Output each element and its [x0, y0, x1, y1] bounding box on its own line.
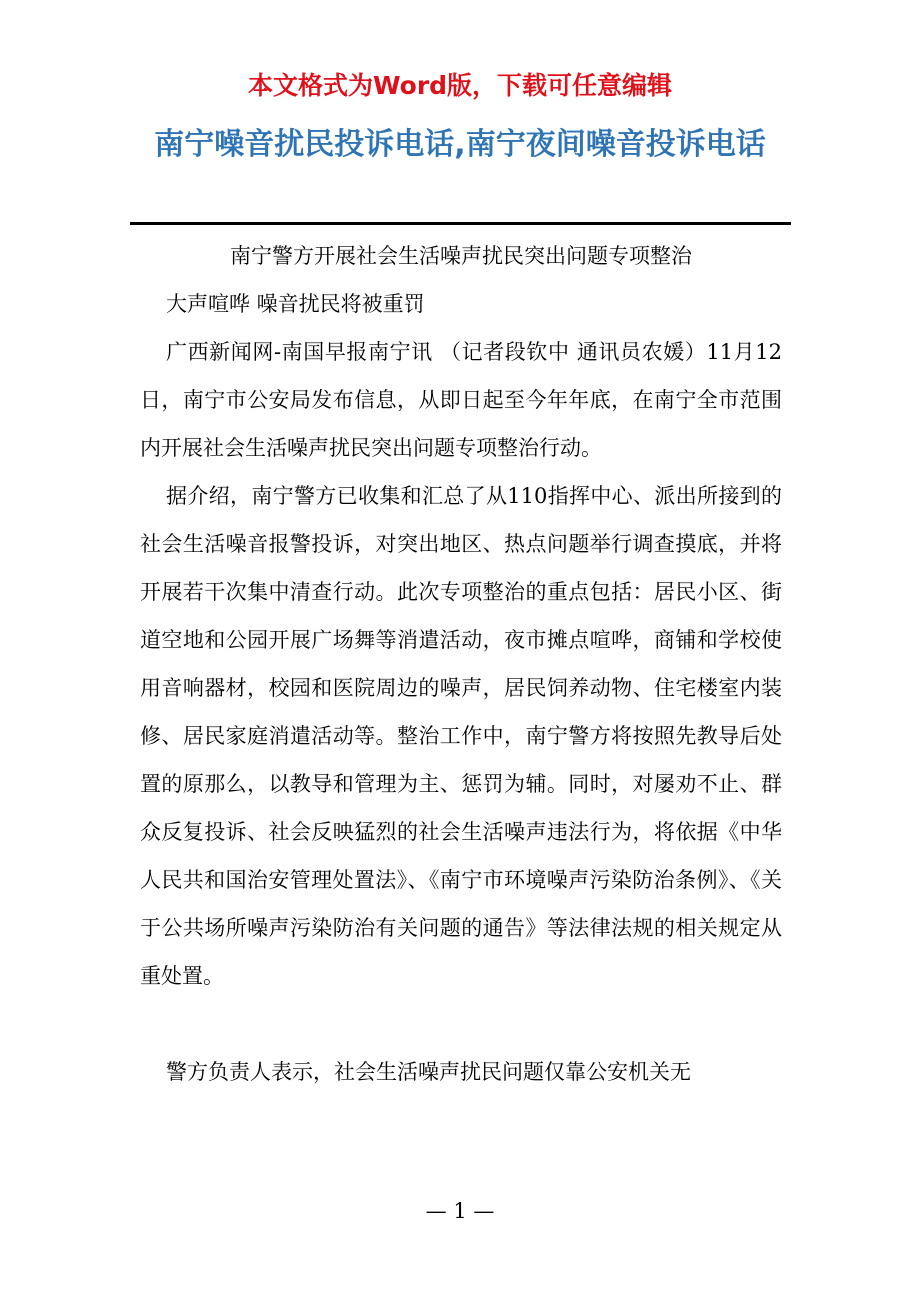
title-divider	[130, 222, 791, 225]
format-notice: 本文格式为Word版，下载可任意编辑	[247, 71, 673, 100]
document-title: 南宁噪音扰民投诉电话,南宁夜间噪音投诉电话	[154, 127, 766, 162]
document-body	[140, 232, 782, 1096]
paragraph-details: 据介绍，南宁警方已收集和汇总了从110指挥中心、派出所接到的社会生活噪音报警投诉，对突出地区、热点问题举行调查摸底，并将开展若干次集中清查行动。此次专项整治的重点包括：居民小区、街道空地和公园开展广场舞等消遣活动，夜市摊点喧哗，商铺和学校使用音响器材，校园和医院周边的噪声，居民饲养动物、住宅楼室内装修、居民家庭消遣活动等。整治工作中，南宁警方将按照先教导后处置的原那么，以教导和管理为主、惩罚为辅。同时，对屡劝不止、群众反复投诉、社会反映猛烈的社会生活噪声违法行为，将依据《中华人民共和国治安管理处置法》、《南宁市环境噪声污染防治条例》、《关于公共场所噪声污染防治有关问题的通告》等法律法规的相关规定从重处置。	[140, 484, 782, 988]
article-headline: 大声喧哗 噪音扰民将被重罚	[166, 292, 425, 316]
article-subtitle: 南宁警方开展社会生活噪声扰民突出问题专项整治	[230, 244, 692, 268]
paragraph-statement: 警方负责人表示，社会生活噪声扰民问题仅靠公安机关无	[166, 1060, 691, 1084]
paragraph-intro: 广西新闻网-南国早报南宁讯 （记者段钦中 通讯员农媛）11月12日，南宁市公安局发布信息，从即日起至今年年底，在南宁全市范围内开展社会生活噪声扰民突出问题专项整治行动。	[140, 340, 782, 460]
page-number: — 1 —	[425, 1199, 495, 1223]
